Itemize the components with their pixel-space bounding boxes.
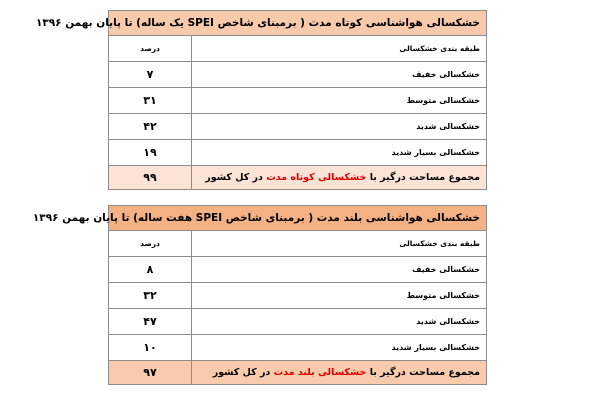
total-highlight: خشکسالی بلند مدت bbox=[273, 367, 367, 378]
header-percent: درصد bbox=[109, 36, 192, 62]
row-label: خشکسالی خفیف bbox=[192, 257, 487, 283]
total-label bbox=[192, 361, 487, 385]
total-suffix: در کل کشور bbox=[212, 367, 274, 378]
header-classification: طبقه بندی خشکسالی bbox=[192, 36, 487, 62]
total-suffix: در کل کشور bbox=[205, 172, 267, 183]
row-label: خشکسالی متوسط bbox=[192, 283, 487, 309]
total-prefix: مجموع مساحت درگیر با bbox=[366, 172, 480, 183]
row-value: ۱۹ bbox=[109, 140, 192, 166]
table-title: خشکسالی هواشناسی کوتاه مدت ( برمبنای شاخص SPEI یک ساله) تا پایان بهمن ۱۳۹۶ bbox=[109, 11, 487, 36]
header-percent: درصد bbox=[109, 231, 192, 257]
total-row bbox=[109, 361, 487, 385]
table-header-row bbox=[109, 231, 487, 257]
row-label: خشکسالی بسیار شدید bbox=[192, 140, 487, 166]
table-row bbox=[109, 114, 487, 140]
total-highlight: خشکسالی کوتاه مدت bbox=[266, 172, 367, 183]
row-value: ۷ bbox=[109, 62, 192, 88]
table-title-row bbox=[109, 11, 487, 36]
row-value: ۳۱ bbox=[109, 88, 192, 114]
short-term-drought-table bbox=[35, 10, 487, 190]
row-value: ۱۰ bbox=[109, 335, 192, 361]
total-value: ۹۹ bbox=[109, 166, 192, 190]
total-label bbox=[192, 166, 487, 190]
row-label: خشکسالی متوسط bbox=[192, 88, 487, 114]
row-value: ۳۲ bbox=[109, 283, 192, 309]
table-row bbox=[109, 62, 487, 88]
table-title-row bbox=[109, 206, 487, 231]
row-value: ۸ bbox=[109, 257, 192, 283]
header-classification: طبقه بندی خشکسالی bbox=[192, 231, 487, 257]
table-header-row bbox=[109, 36, 487, 62]
row-value: ۴۷ bbox=[109, 309, 192, 335]
row-value: ۴۲ bbox=[109, 114, 192, 140]
total-value: ۹۷ bbox=[109, 361, 192, 385]
table-title: خشکسالی هواشناسی بلند مدت ( برمبنای شاخص SPEI هفت ساله) تا پایان بهمن ۱۳۹۶ bbox=[109, 206, 487, 231]
row-label: خشکسالی شدید bbox=[192, 114, 487, 140]
table-row bbox=[109, 283, 487, 309]
row-label: خشکسالی شدید bbox=[192, 309, 487, 335]
table-row bbox=[109, 309, 487, 335]
row-label: خشکسالی خفیف bbox=[192, 62, 487, 88]
total-prefix: مجموع مساحت درگیر با bbox=[366, 367, 480, 378]
row-label: خشکسالی بسیار شدید bbox=[192, 335, 487, 361]
table-row bbox=[109, 140, 487, 166]
table-row bbox=[109, 335, 487, 361]
total-row bbox=[109, 166, 487, 190]
table-row bbox=[109, 257, 487, 283]
long-term-drought-table bbox=[32, 205, 487, 385]
table-row bbox=[109, 88, 487, 114]
